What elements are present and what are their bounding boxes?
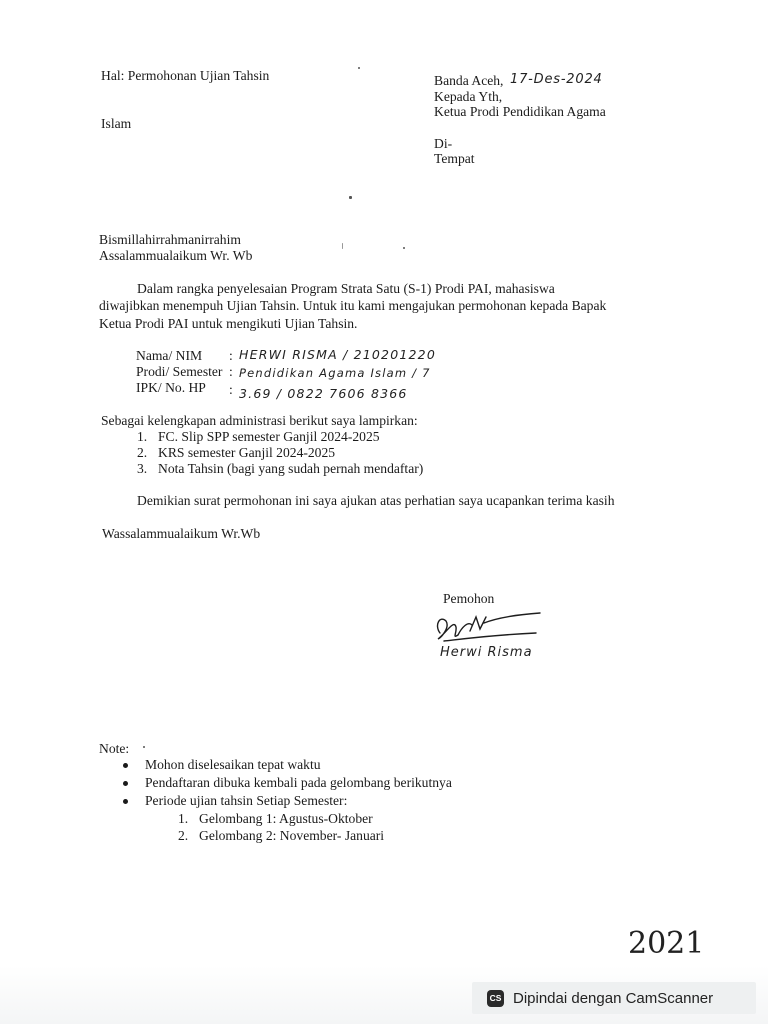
bullet-icon [123,781,128,786]
attachment-item: Nota Tahsin (bagi yang sudah pernah mendaftar) [158,461,424,476]
note-bullet: Periode ujian tahsin Setiap Semester: [145,793,348,808]
scan-speck [143,746,145,748]
field-colon: : [229,382,233,397]
attachment-item: FC. Slip SPP semester Ganjil 2024-2025 [158,429,380,444]
di-line: Di- [434,136,453,151]
field-label-name: Nama/ NIM [136,348,203,363]
note-bullet: Pendaftaran dibuka kembali pada gelombang berikutnya [145,775,452,790]
bullet-icon [123,763,128,768]
bullet-icon [123,799,128,804]
recipient-line3: Islam [101,116,132,131]
greeting-salam: Assalammualaikum Wr. Wb [99,248,253,263]
recipient-line2: Ketua Prodi Pendidikan Agama [434,104,606,119]
place-line: Tempat [434,151,475,166]
field-value-name: HERWI RISMA / 210201220 [239,347,436,362]
handwritten-year: 2021 [628,926,705,961]
camscanner-logo-icon: CS [487,990,504,1007]
body-line1: Dalam rangka penyelesaian Program Strata Satu (S-1) Prodi PAI, mahasiswa [137,281,555,296]
camscanner-watermark [472,982,756,1014]
signer-title: Pemohon [443,591,495,606]
period-item: Gelombang 1: Agustus-Oktober [199,811,373,826]
scan-speck [358,67,360,69]
salam-line: Wassalammualaikum Wr.Wb [102,526,261,541]
field-label-prodi: Prodi/ Semester [136,364,223,379]
note-bullet: Mohon diselesaikan tepat waktu [145,757,321,772]
camscanner-label: Dipindai dengan CamScanner [513,989,714,1007]
body-line2: diwajibkan menempuh Ujian Tahsin. Untuk itu kami mengajukan permohonan kepada Bapak [99,298,607,313]
body-line3: Ketua Prodi PAI untuk mengikuti Ujian Tahsin. [99,316,358,331]
field-value-prodi: Pendidikan Agama Islam / 7 [239,366,431,380]
scan-speck [342,243,343,249]
attachment-num: 3. [137,461,148,476]
field-value-ipk: 3.69 / 0822 7606 8366 [239,386,408,401]
scan-speck [349,196,352,199]
date-prefix: Banda Aceh, [434,73,504,88]
greeting-bismillah: Bismillahirrahmanirrahim [99,232,241,247]
period-item: Gelombang 2: November- Januari [199,828,385,843]
scan-speck [403,247,405,249]
field-label-ipk: IPK/ No. HP [136,380,206,395]
attachment-num: 2. [137,445,148,460]
signer-name: Herwi Risma [440,645,533,660]
field-colon: : [229,348,233,363]
period-num: 1. [178,811,189,826]
field-colon: : [229,364,233,379]
attachment-num: 1. [137,429,148,444]
period-num: 2. [178,828,189,843]
recipient-line1: Kepada Yth, [434,89,503,104]
handwritten-date: 17-Des-2024 [510,72,603,87]
attachments-intro: Sebagai kelengkapan administrasi berikut saya lampirkan: [101,413,418,428]
subject-line: Hal: Permohonan Ujian Tahsin [101,68,270,83]
note-title: Note: [99,741,130,756]
attachment-item: KRS semester Ganjil 2024-2025 [158,445,336,460]
closing-line: Demikian surat permohonan ini saya ajukan atas perhatian saya ucapankan terima kasih [137,493,615,508]
